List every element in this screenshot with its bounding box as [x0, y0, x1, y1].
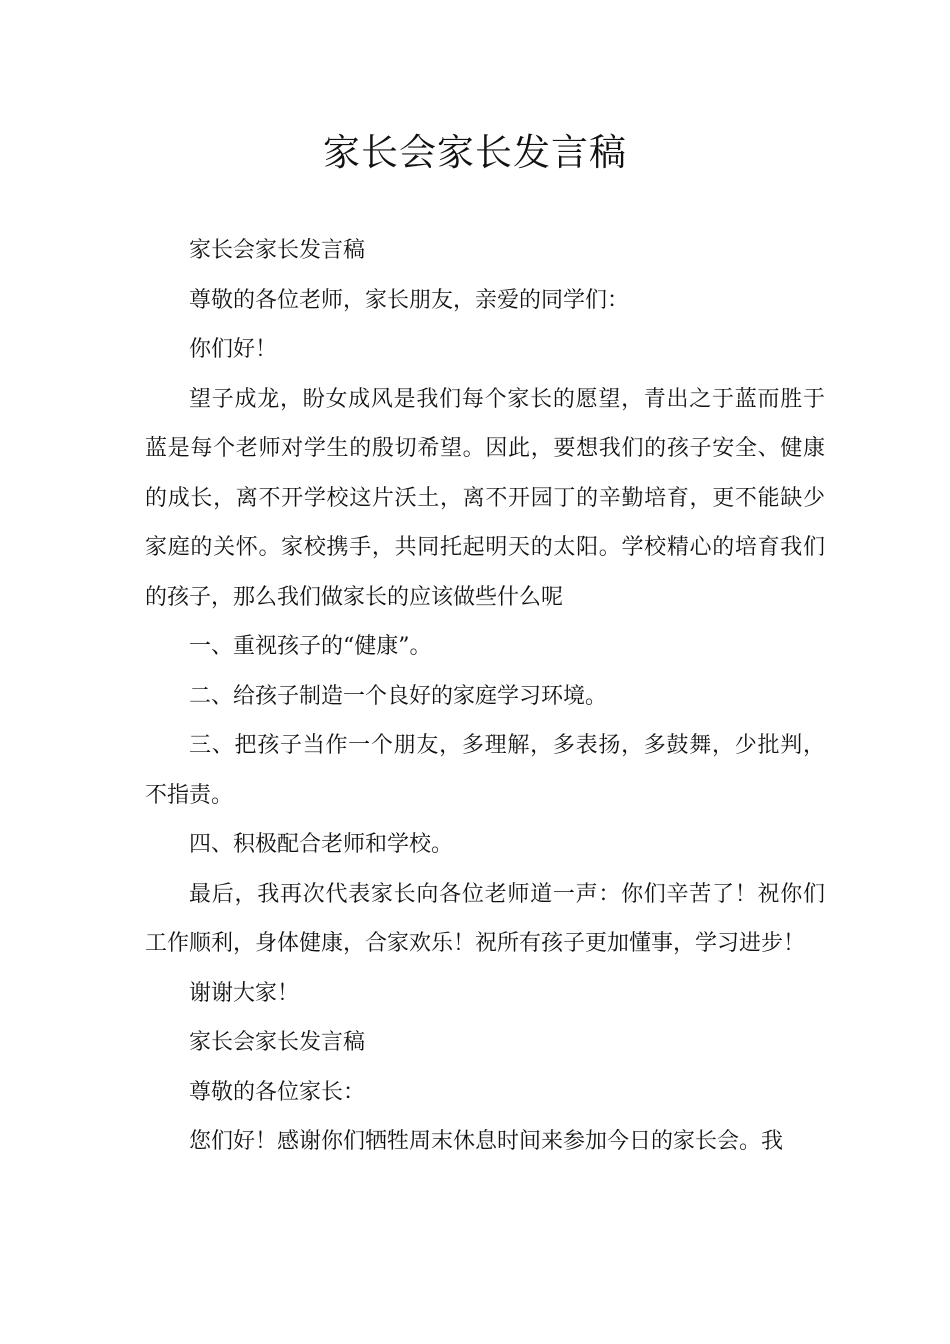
paragraph-thanks: 谢谢大家！	[189, 980, 300, 1006]
paragraph-subtitle: 家长会家长发言稿	[189, 238, 366, 263]
document-title: 家长会家长发言稿	[323, 131, 627, 174]
paragraph-point-4: 四、积极配合老师和学校。	[189, 832, 454, 857]
paragraph-opening-2: 您们好！感谢你们牺牲周末休息时间来参加今日的家长会。我	[189, 1129, 784, 1154]
paragraph-salutation: 尊敬的各位老师，家长朋友，亲爱的同学们：	[189, 287, 630, 313]
paragraph-closing: 最后，我再次代表家长向各位老师道一声：你们辛苦了！祝你们工作顺利，身体健康，合家欢乐！祝所有孩子更加懂事，学习进步！	[145, 881, 825, 956]
paragraph-point-1: 一、重视孩子的“健康”。	[189, 634, 432, 659]
document-body	[145, 226, 825, 1167]
paragraph-point-2: 二、给孩子制造一个良好的家庭学习环境。	[189, 683, 608, 709]
paragraph-point-3: 三、把孩子当作一个朋友，多理解，多表扬，多鼓舞，少批判，不指责。	[145, 733, 825, 808]
paragraph-greeting: 你们好！	[189, 337, 278, 362]
paragraph-intro: 望子成龙，盼女成风是我们每个家长的愿望，青出之于蓝而胜于蓝是每个老师对学生的殷切希望。因此，要想我们的孩子安全、健康的成长，离不开学校这片沃土，离不开园丁的辛勤培育，更不能缺少家庭的关怀。家校携手，共同托起明天的太阳。学校精心的培育我们的孩子，那么我们做家长的应该做些什么呢	[145, 386, 825, 610]
paragraph-subtitle-2: 家长会家长发言稿	[189, 1030, 366, 1055]
paragraph-salutation-2: 尊敬的各位家长：	[189, 1079, 366, 1105]
